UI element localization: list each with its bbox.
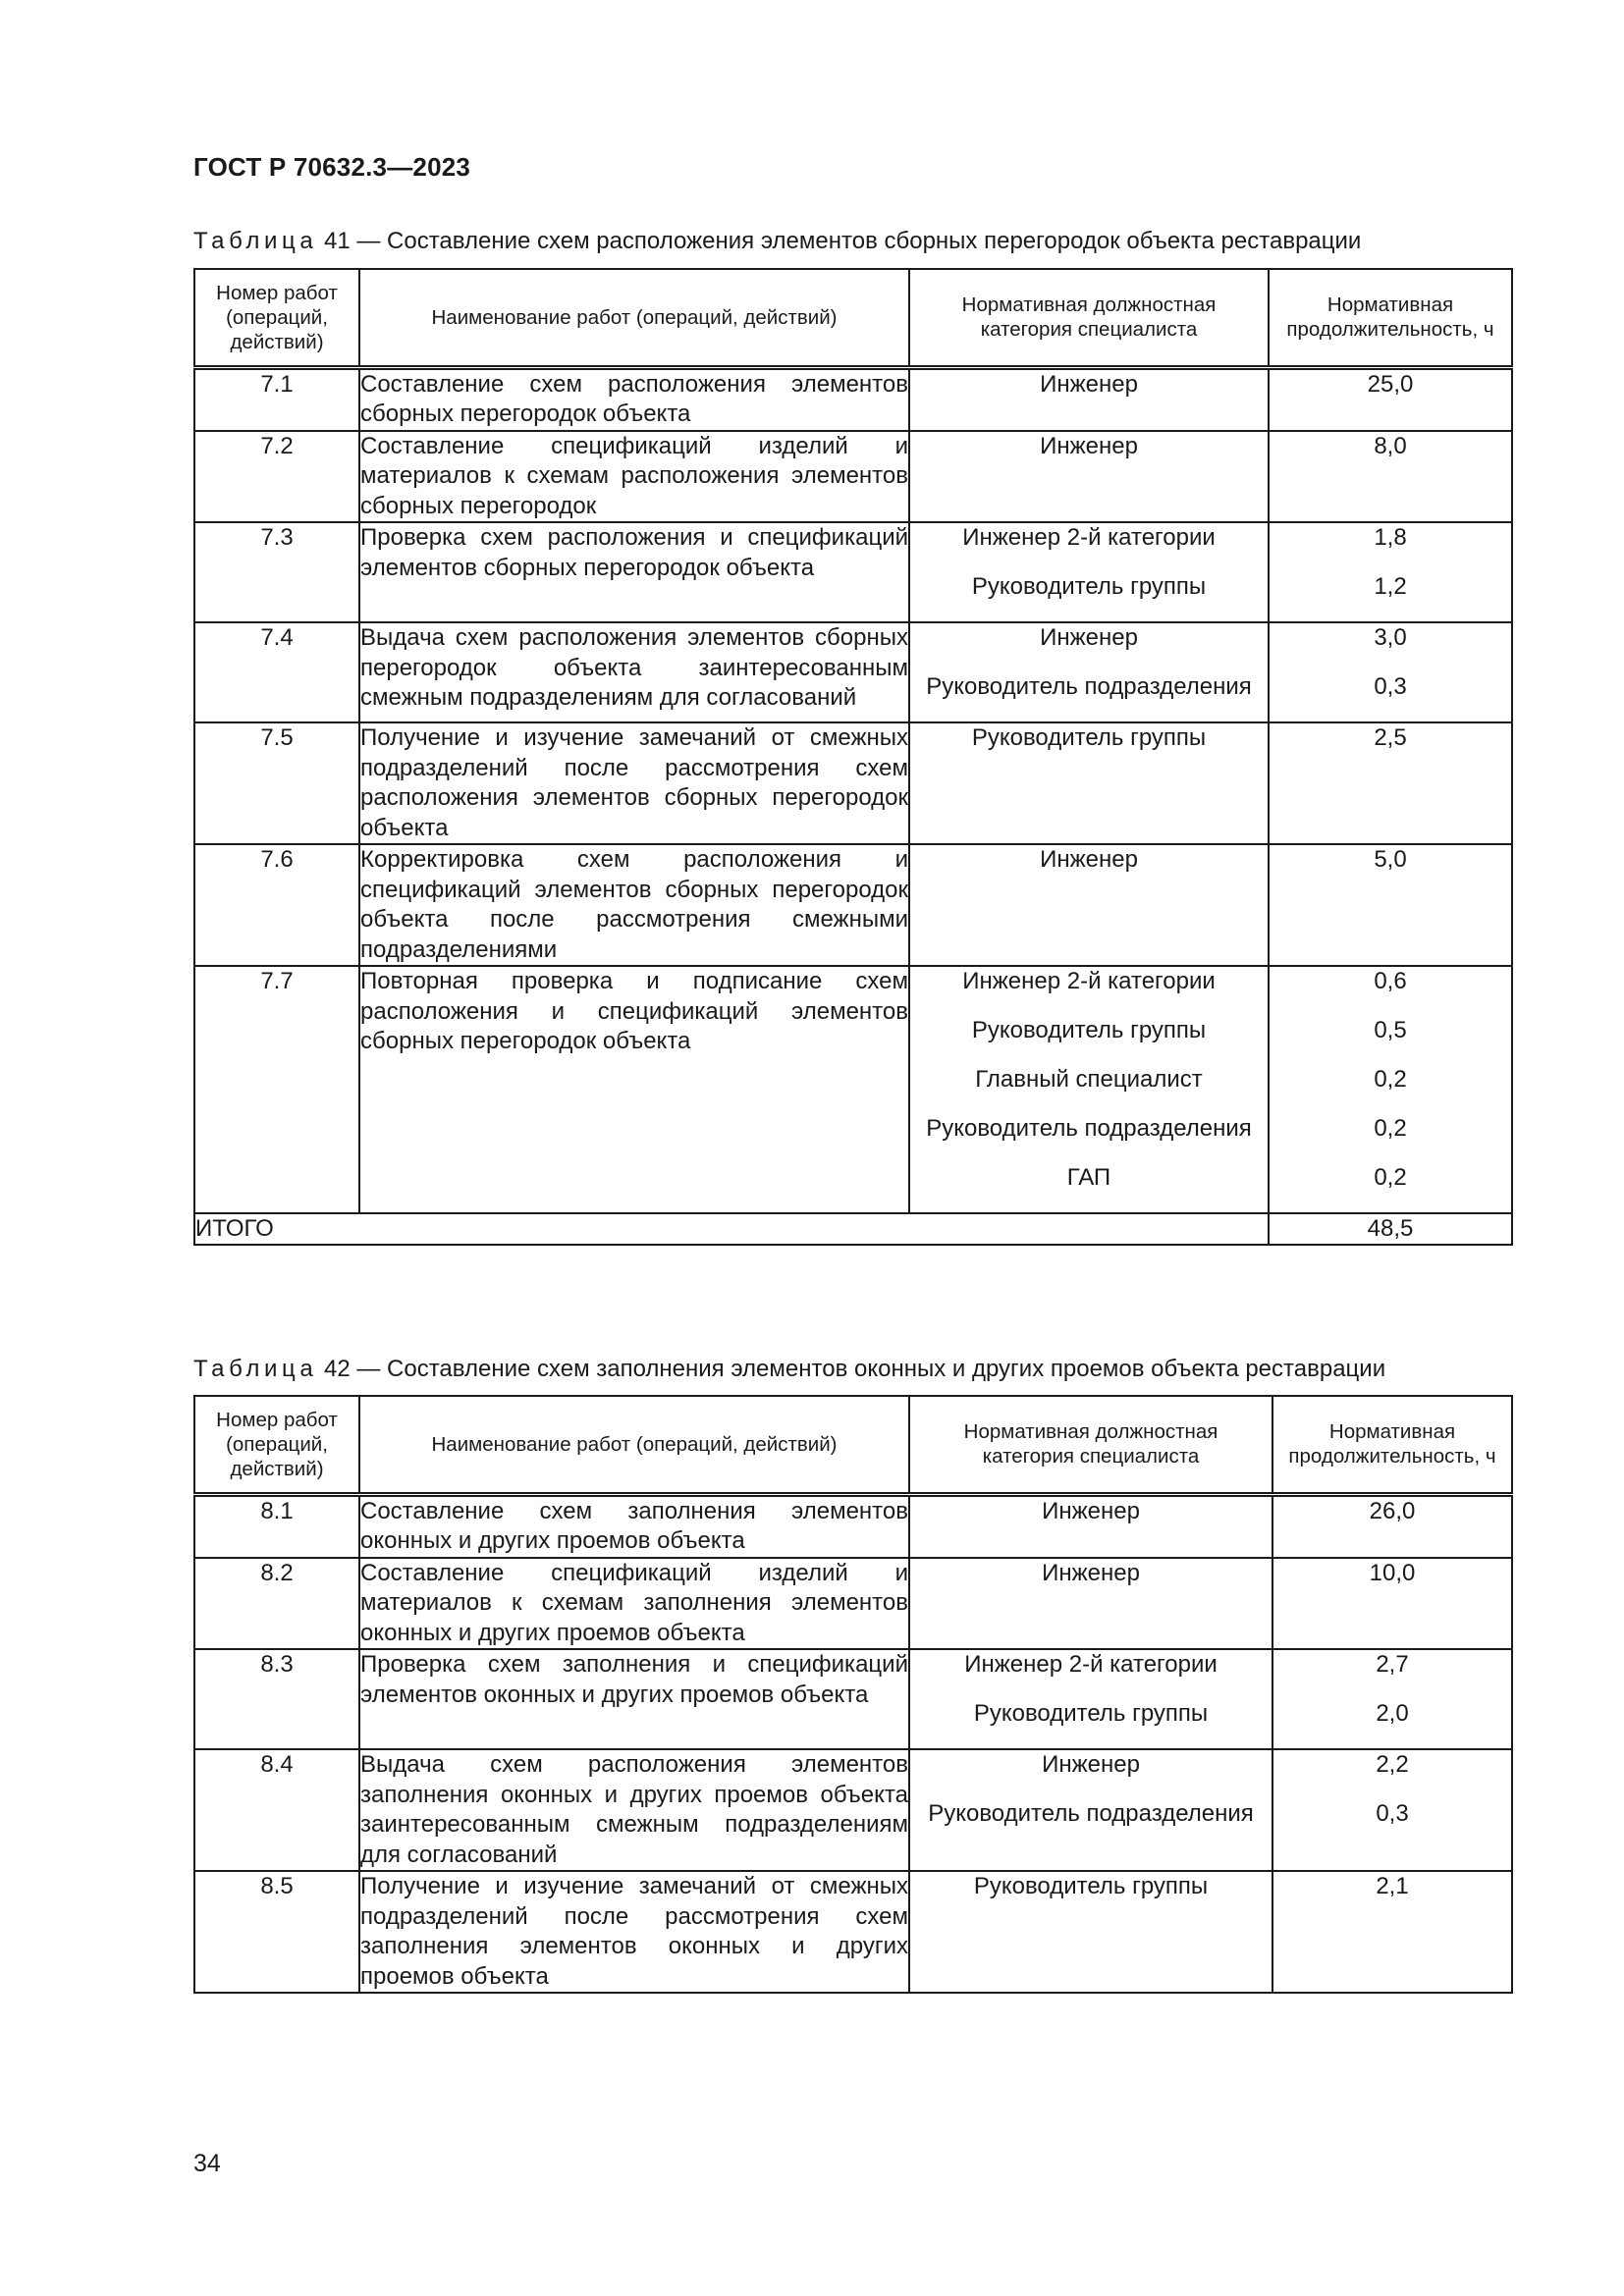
specialist-category-cell <box>909 1871 1272 1993</box>
specialist-category-cell <box>909 367 1269 431</box>
specialist-category-cell <box>909 722 1269 844</box>
duration-value: 5,0 <box>1374 846 1407 873</box>
work-number: 7.4 <box>194 622 359 722</box>
specialist-category: Инженер 2-й категории <box>964 1651 1218 1678</box>
specialist-category: Инженер <box>1040 846 1138 873</box>
duration-cell <box>1269 431 1512 523</box>
table-41-caption-text: 41 — Составление схем расположения элементов сборных перегородок объекта реставрации <box>323 228 1362 254</box>
work-number: 8.1 <box>194 1494 359 1558</box>
specialist-category: Руководитель подразделения <box>928 1800 1254 1827</box>
duration-value: 25,0 <box>1367 370 1414 398</box>
work-number: 8.5 <box>194 1871 359 1993</box>
table-row <box>194 966 1512 1213</box>
duration-value: 1,2 <box>1374 573 1407 600</box>
duration-cell <box>1272 1649 1512 1749</box>
work-name: Выдача схем расположения элементов заполнения оконных и других проемов объекта заинтересованным смежным подразделениям для согласований <box>359 1749 909 1871</box>
table-row <box>194 1749 1512 1871</box>
specialist-category: Руководитель подразделения <box>926 1115 1252 1142</box>
column-header-number: Номер работ (операций, действий) <box>194 1396 359 1494</box>
specialist-category: Руководитель группы <box>971 724 1207 751</box>
duration-cell <box>1269 966 1512 1213</box>
work-name: Проверка схем расположения и спецификаций элементов сборных перегородок объекта <box>359 522 909 622</box>
table-42-caption-text: 42 — Составление схем заполнения элементов оконных и других проемов объекта реставрации <box>323 1356 1386 1382</box>
column-header-duration: Нормативная продолжительность, ч <box>1269 269 1512 367</box>
duration-cell <box>1272 1494 1512 1558</box>
table-41-body <box>194 367 1512 1213</box>
work-number: 8.4 <box>194 1749 359 1871</box>
work-name: Составление схем заполнения элементов оконных и других проемов объекта <box>359 1494 909 1558</box>
duration-value: 0,3 <box>1374 673 1407 700</box>
duration-cell <box>1269 844 1512 966</box>
total-value: 48,5 <box>1269 1213 1512 1245</box>
table-41 <box>193 268 1513 1246</box>
table-41-caption <box>193 228 1361 255</box>
page-number: 34 <box>193 2150 221 2177</box>
specialist-category-cell <box>909 522 1269 622</box>
specialist-category: Инженер <box>1040 370 1138 398</box>
work-name: Выдача схем расположения элементов сборных перегородок объекта заинтересованным смежным подразделениям для согласований <box>359 622 909 722</box>
table-row <box>194 722 1512 844</box>
duration-value: 0,2 <box>1374 1164 1407 1191</box>
duration-value: 0,6 <box>1374 968 1407 994</box>
work-name: Получение и изучение замечаний от смежных подразделений после рассмотрения схем расположения элементов сборных перегородок объекта <box>359 722 909 844</box>
work-number: 7.6 <box>194 844 359 966</box>
specialist-category: ГАП <box>1066 1164 1111 1191</box>
duration-value: 2,0 <box>1376 1700 1409 1727</box>
duration-cell <box>1269 367 1512 431</box>
duration-value: 0,5 <box>1374 1017 1407 1043</box>
column-header-name: Наименование работ (операций, действий) <box>359 269 909 367</box>
column-header-number: Номер работ (операций, действий) <box>194 269 359 367</box>
duration-cell <box>1272 1558 1512 1650</box>
document-header: ГОСТ Р 70632.3—2023 <box>193 152 471 182</box>
work-name: Составление спецификаций изделий и материалов к схемам заполнения элементов оконных и других проемов объекта <box>359 1558 909 1650</box>
table-41-caption-word: Таблица <box>193 228 318 254</box>
column-header-name: Наименование работ (операций, действий) <box>359 1396 909 1494</box>
specialist-category: Инженер <box>1040 432 1138 459</box>
column-header-category: Нормативная должностная категория специалиста <box>909 1396 1272 1494</box>
specialist-category-cell <box>909 1558 1272 1650</box>
specialist-category-cell <box>909 1494 1272 1558</box>
column-header-duration: Нормативная продолжительность, ч <box>1272 1396 1512 1494</box>
work-name: Составление схем расположения элементов сборных перегородок объекта <box>359 367 909 431</box>
specialist-category: Инженер 2-й категории <box>962 524 1216 551</box>
table-row <box>194 1494 1512 1558</box>
table-41-header-row <box>194 269 1512 367</box>
table-42-caption-word: Таблица <box>193 1356 318 1382</box>
specialist-category: Инженер <box>1042 1751 1140 1778</box>
duration-value: 26,0 <box>1369 1497 1416 1524</box>
duration-value: 3,0 <box>1374 624 1407 651</box>
specialist-category: Главный специалист <box>975 1066 1203 1093</box>
duration-value: 1,8 <box>1374 524 1407 551</box>
duration-value: 0,3 <box>1376 1800 1409 1827</box>
work-number: 8.2 <box>194 1558 359 1650</box>
table-row <box>194 1558 1512 1650</box>
duration-value: 10,0 <box>1369 1559 1416 1586</box>
duration-value: 0,2 <box>1374 1066 1407 1093</box>
duration-value: 8,0 <box>1374 432 1407 459</box>
total-label: ИТОГО <box>194 1213 1269 1245</box>
duration-cell <box>1269 722 1512 844</box>
work-number: 7.2 <box>194 431 359 523</box>
work-number: 7.1 <box>194 367 359 431</box>
specialist-category: Инженер <box>1042 1559 1140 1586</box>
specialist-category-cell <box>909 844 1269 966</box>
specialist-category: Руководитель группы <box>973 1700 1209 1727</box>
specialist-category-cell <box>909 431 1269 523</box>
duration-cell <box>1269 622 1512 722</box>
specialist-category: Руководитель группы <box>971 1017 1207 1043</box>
duration-cell <box>1272 1871 1512 1993</box>
work-number: 8.3 <box>194 1649 359 1749</box>
specialist-category-cell <box>909 966 1269 1213</box>
table-42 <box>193 1395 1513 1994</box>
specialist-category-cell <box>909 622 1269 722</box>
table-41-total-row <box>194 1213 1512 1245</box>
specialist-category: Инженер <box>1040 624 1138 651</box>
duration-cell <box>1272 1749 1512 1871</box>
specialist-category: Руководитель группы <box>973 1873 1209 1899</box>
specialist-category: Инженер <box>1042 1497 1140 1524</box>
table-42-body <box>194 1494 1512 1993</box>
specialist-category-cell <box>909 1649 1272 1749</box>
work-name: Получение и изучение замечаний от смежных подразделений после рассмотрения схем заполнения элементов оконных и других проемов объекта <box>359 1871 909 1993</box>
table-42-caption <box>193 1356 1385 1383</box>
duration-value: 2,7 <box>1376 1651 1409 1678</box>
table-row <box>194 367 1512 431</box>
column-header-category: Нормативная должностная категория специалиста <box>909 269 1269 367</box>
specialist-category: Руководитель группы <box>971 573 1207 600</box>
work-number: 7.5 <box>194 722 359 844</box>
table-42-header-row <box>194 1396 1512 1494</box>
duration-value: 2,1 <box>1376 1873 1409 1899</box>
work-name: Корректировка схем расположения и спецификаций элементов сборных перегородок объекта после рассмотрения смежными подразделениями <box>359 844 909 966</box>
table-row <box>194 1649 1512 1749</box>
table-row <box>194 1871 1512 1993</box>
table-row <box>194 431 1512 523</box>
duration-cell <box>1269 522 1512 622</box>
work-name: Повторная проверка и подписание схем расположения и спецификаций элементов сборных перегородок объекта <box>359 966 909 1213</box>
specialist-category: Руководитель подразделения <box>926 673 1252 700</box>
specialist-category: Инженер 2-й категории <box>962 968 1216 994</box>
duration-value: 2,5 <box>1374 724 1407 751</box>
work-number: 7.7 <box>194 966 359 1213</box>
work-name: Проверка схем заполнения и спецификаций элементов оконных и других проемов объекта <box>359 1649 909 1749</box>
work-name: Составление спецификаций изделий и материалов к схемам расположения элементов сборных перегородок <box>359 431 909 523</box>
duration-value: 2,2 <box>1376 1751 1409 1778</box>
table-row <box>194 622 1512 722</box>
table-row <box>194 522 1512 622</box>
table-row <box>194 844 1512 966</box>
specialist-category-cell <box>909 1749 1272 1871</box>
work-number: 7.3 <box>194 522 359 622</box>
duration-value: 0,2 <box>1374 1115 1407 1142</box>
